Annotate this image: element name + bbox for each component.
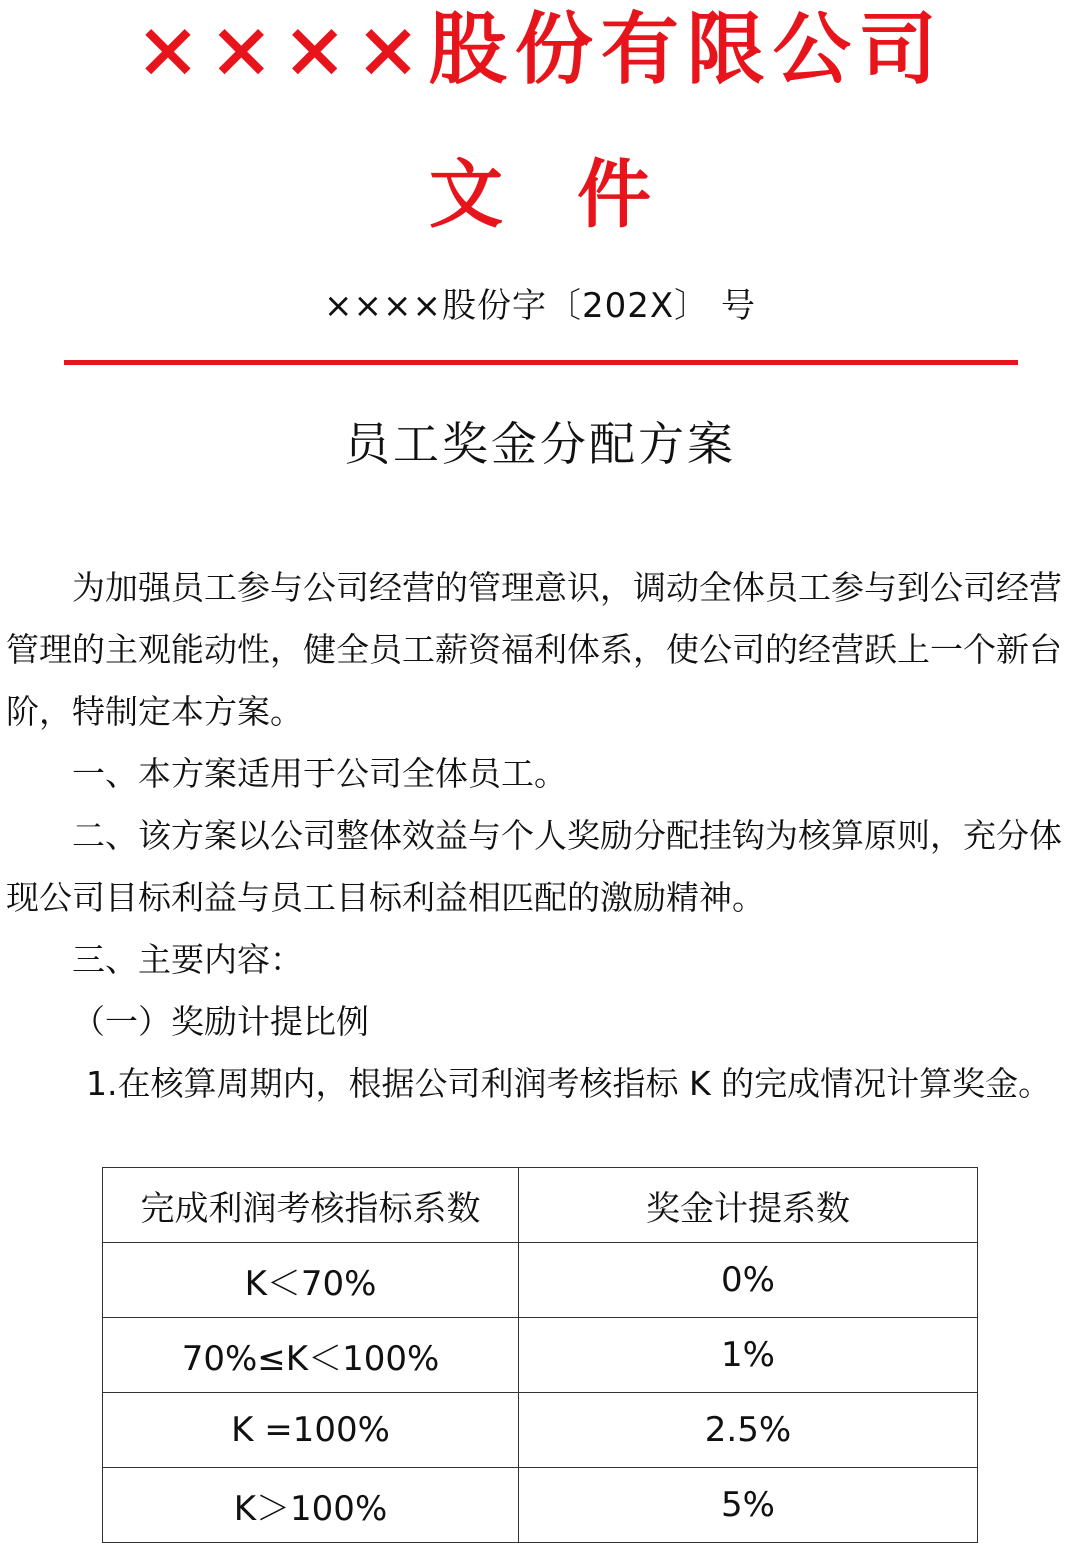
document-number: ××××股份字〔202X〕 号 (324, 286, 756, 326)
document-type: 文 件 (429, 152, 651, 238)
company-name: ××××股份有限公司 (135, 4, 945, 95)
section-two: 二、该方案以公司整体效益与个人奖励分配挂钩为核算原则，充分体现公司目标利益与员工目标利益相匹配的激励精神。 (6, 816, 1062, 917)
red-divider (64, 360, 1018, 365)
table-cell: K＜70% (103, 1243, 519, 1318)
bonus-ratio-table (102, 1167, 978, 1543)
section-three-heading: 三、主要内容： (72, 940, 303, 979)
table-cell: 0% (519, 1243, 978, 1318)
table-cell: 2.5% (519, 1393, 978, 1468)
table-cell: 5% (519, 1468, 978, 1543)
table-cell: 1% (519, 1318, 978, 1393)
section-one: 一、本方案适用于公司全体员工。 (72, 754, 567, 793)
document-body (6, 557, 1076, 1115)
intro-paragraph: 为加强员工参与公司经营的管理意识，调动全体员工参与到公司经营管理的主观能动性，健全员工薪资福利体系，使公司的经营跃上一个新台阶，特制定本方案。 (6, 568, 1062, 731)
table-cell: K =100% (103, 1393, 519, 1468)
table-row (103, 1243, 978, 1318)
table-row (103, 1393, 978, 1468)
table-header-cell: 完成利润考核指标系数 (103, 1168, 519, 1243)
document-title: 员工奖金分配方案 (344, 417, 736, 471)
table-row (103, 1468, 978, 1543)
table-cell: K＞100% (103, 1468, 519, 1543)
subsection-heading: （一）奖励计提比例 (72, 1002, 369, 1041)
table-row (103, 1318, 978, 1393)
clause-one: 1.在核算周期内，根据公司利润考核指标 K 的完成情况计算奖金。 (86, 1064, 1052, 1103)
table-cell: 70%≤K＜100% (103, 1318, 519, 1393)
table-header-row (103, 1168, 978, 1243)
table-header-cell: 奖金计提系数 (519, 1168, 978, 1243)
